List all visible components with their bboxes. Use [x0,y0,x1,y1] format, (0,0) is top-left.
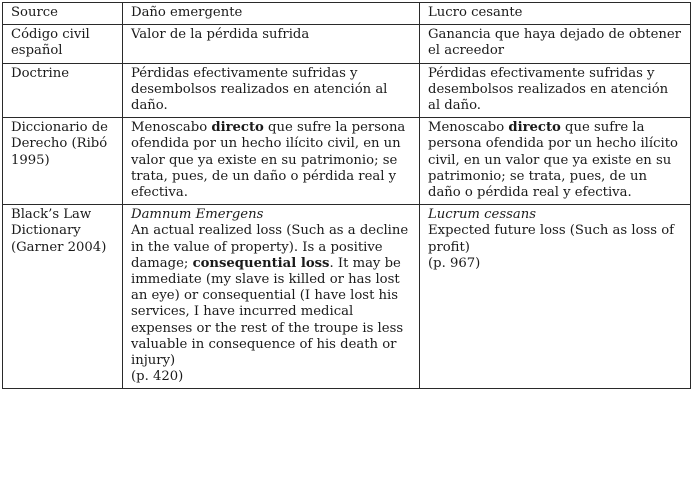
page-reference: (p. 420) [131,369,184,385]
source-citation: (Ribó 1995) [11,136,108,168]
dano-cell: Valor de la pérdida sufrida [123,25,420,63]
source-title: Diccionario de Derecho [11,120,108,152]
page-reference: (p. 967) [428,255,481,271]
emphasis-text: consequential loss [192,255,330,271]
latin-term: Damnum Emergens [131,207,264,223]
lucro-cell [420,205,691,389]
emphasis-text: directo [211,120,264,136]
source-cell: Black’s Law Dictionary (Garner 2004) [3,205,123,389]
dano-cell [123,205,420,389]
definition-text: Menoscabo [428,120,509,136]
emphasis-text: directo [508,120,561,136]
header-row [3,3,691,25]
header-source: Source [3,3,123,25]
latin-term: Lucrum cessans [428,207,536,223]
comparison-table [2,2,691,389]
lucro-cell: Pérdidas efectivamente sufridas y desembolsos realizados en atención al daño. [420,63,691,118]
header-lucro-cesante: Lucro cesante [420,3,691,25]
header-dano-emergente: Daño emergente [123,3,420,25]
table-row [3,118,691,205]
table-row [3,63,691,118]
table-row [3,25,691,63]
source-cell: Doctrine [3,63,123,118]
dano-cell: Pérdidas efectivamente sufridas y desembolsos realizados en atención al daño. [123,63,420,118]
definition-text: Expected future loss (Such as loss of profit) [428,223,675,255]
definition-text: que sufre la persona ofendida por un hecho ilícito civil, en un valor que ya existe en su patrimonio; se trata, pues, de un daño o pérdida real y efectiva. [428,120,678,201]
source-cell [3,118,123,205]
definition-text: que sufre la persona ofendida por un hecho ilícito civil, en un valor que ya existe en su patrimonio; se trata, pues, de un daño o pérdida real y efectiva. [131,120,406,201]
lucro-cell [420,118,691,205]
source-cell: Código civil español [3,25,123,63]
table-row [3,205,691,389]
definition-text: Menoscabo [131,120,212,136]
definition-text: . It may be immediate (my slave is killed or has lost an eye) or consequential (I have lost his services, I have incurred medical expenses or the rest of the troupe is less valuable in consequence of his death or injury) [131,255,404,369]
dano-cell [123,118,420,205]
lucro-cell: Ganancia que haya dejado de obtener el acreedor [420,25,691,63]
definition-text: An actual realized loss (Such as a decline in the value of property). Is a positive damage; [131,223,409,271]
